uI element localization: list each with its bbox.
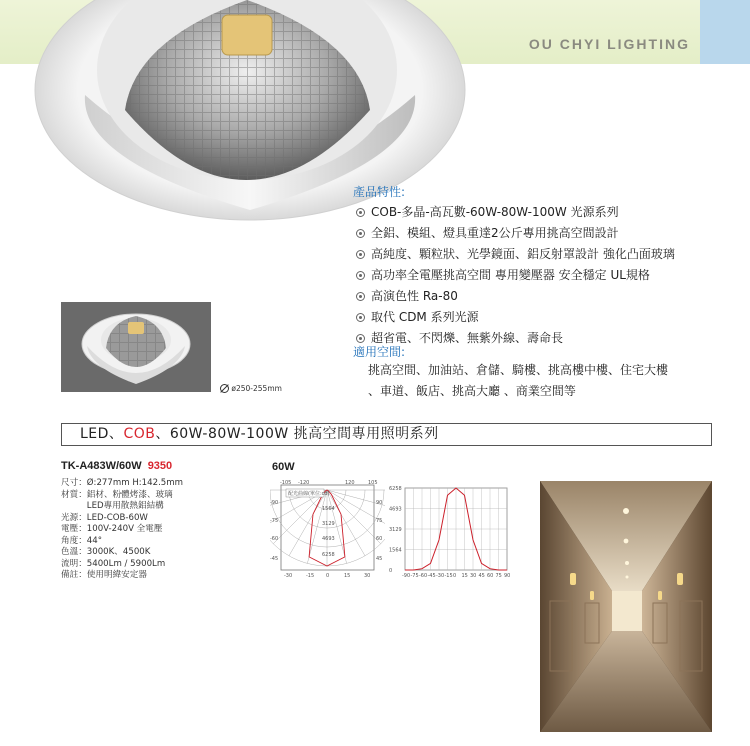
x-tick-label: 0 [453,573,457,579]
y-tick-label: 4693 [389,506,402,513]
banner-text-1: LED、 [80,426,124,442]
polar-tick: 75 [376,518,383,524]
y-tick-label: 3129 [389,527,402,533]
polar-tick: 45 [376,556,383,562]
model-name: TK-A483W/60W [61,460,142,472]
model-price: 9350 [147,460,173,472]
cutout-label: ø250-255mm [231,384,282,393]
feature-item: 超省電、不閃爍、無紫外線、壽命長 [356,328,675,349]
x-tick-label: 15 [461,573,468,579]
model-title [61,460,172,472]
x-tick-label: -30 [436,573,445,579]
polar-tick: 105 [368,480,378,486]
polar-tick: 120 [345,480,355,486]
spec-row: LED專用散熱鋁結構 [61,501,164,511]
y-tick-label: 0 [389,568,393,574]
feature-item: 高演色性 Ra-80 [356,286,675,307]
bullet-icon [356,229,365,238]
polar-ring-label: 4693 [322,536,335,542]
bullet-icon [356,250,365,259]
spec-row: 尺寸：Ø:277mm H:142.5mm [61,478,184,488]
polar-tick: 15 [344,573,351,579]
bullet-icon [356,208,365,217]
y-tick-label: 1564 [389,547,402,554]
product-photo [61,302,211,392]
polar-tick: -105 [280,480,292,486]
polar-tick: -60 [270,536,279,542]
x-tick-label: 45 [478,573,485,579]
polar-tick: 30 [364,573,371,579]
x-tick-label: -90 [402,573,411,579]
applications-line-2: 、車道、飯店、挑高大廳 、商業空間等 [368,384,576,398]
banner-text-2: 、60W-80W-100W 挑高空間專用照明系列 [155,426,439,442]
cutout-dimension [220,384,282,393]
banner-text-cob: COB [123,426,156,442]
downlight-photo-image [61,302,211,392]
bullet-icon [356,313,365,322]
polar-tick: -90 [270,500,279,506]
polar-tick: -45 [270,556,279,562]
features-list [356,202,675,349]
polar-tick: -120 [298,480,310,486]
feature-item: 全鋁、模組、燈具重達2公斤專用挑高空間設計 [356,223,675,244]
header-accent-block [700,0,750,64]
x-tick-label: -15 [444,573,453,579]
bullet-icon [356,271,365,280]
chart-wattage-label: 60W [272,461,295,473]
feature-item: COB-多晶-高瓦數-60W-80W-100W 光源系列 [356,202,675,223]
polar-tick: 0 [326,573,330,579]
polar-legend: 配光曲線(單位:cd) [288,491,330,497]
polar-ring-label: 3129 [322,521,335,527]
series-banner [61,423,712,446]
x-tick-label: 75 [495,573,502,579]
applications-line-1: 挑高空間、加油站、倉儲、騎樓、挑高樓中樓、住宅大樓 [368,363,669,377]
cutout-icon [220,384,229,393]
bullet-icon [356,292,365,301]
polar-tick: -15 [306,573,315,579]
bullet-icon [356,334,365,343]
applications-title: 適用空間: [353,345,406,359]
spec-row: 電壓：100V-240V 全電壓 [61,524,163,534]
feature-item: 取代 CDM 系列光源 [356,307,675,328]
polar-tick: -75 [270,518,279,524]
feature-item: 高純度、顆粒狀、光學鏡面、鋁反射罩設計 強化凸面玻璃 [356,244,675,265]
spec-row: 色溫：3000K、4500K [61,547,151,557]
polar-tick: 60 [376,536,383,542]
feature-item: 高功率全電壓挑高空間 專用變壓器 安全穩定 UL規格 [356,265,675,286]
hallway-installation-photo [540,481,712,732]
brand-name: OU CHYI LIGHTING [528,36,690,52]
polar-ring-label: 6258 [322,552,335,558]
polar-ring-label: 1564 [322,506,335,512]
y-tick-label: 6258 [389,486,402,492]
x-tick-label: -75 [410,573,419,579]
spec-list [61,478,183,582]
spec-row: 流明：5400Lm / 5900Lm [61,558,166,569]
polar-tick: 90 [376,500,383,506]
features-title: 產品特性: [353,185,406,199]
polar-distribution-chart [270,480,385,580]
x-tick-label: -60 [419,573,428,579]
polar-tick: -30 [284,573,293,579]
x-tick-label: 90 [504,573,511,579]
cartesian-distribution-chart [385,483,515,580]
x-tick-label: 60 [487,573,494,579]
spec-row: 備註：使用明緯安定器 [61,570,147,580]
spec-row: 材質：鋁材、粉體烤漆、玻璃 [61,489,173,500]
x-tick-label: 30 [470,573,477,579]
spec-row: 角度：44° [61,535,103,546]
x-tick-label: -45 [427,573,436,579]
spec-row: 光源：LED-COB-60W [61,512,148,523]
